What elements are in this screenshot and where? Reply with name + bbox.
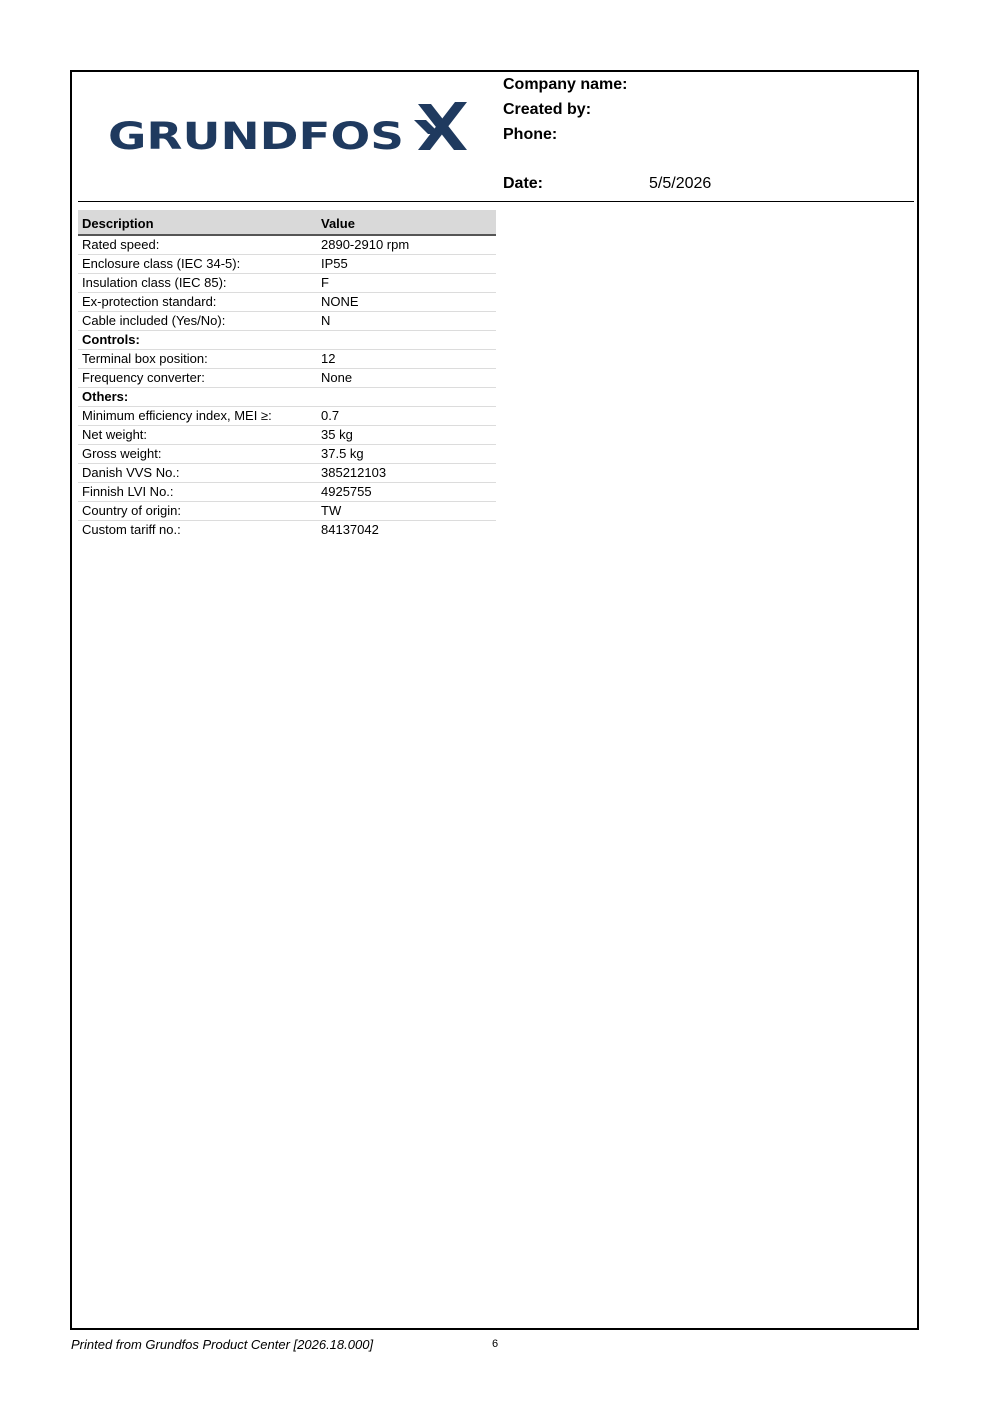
section-heading: Others:: [78, 387, 317, 406]
table-section-row: [78, 330, 496, 349]
row-description: Ex-protection standard:: [78, 292, 317, 311]
table-row: [78, 406, 496, 425]
table-row: [78, 254, 496, 273]
table-row: [78, 235, 496, 254]
row-value: N: [317, 311, 496, 330]
phone-label: Phone:: [503, 126, 558, 143]
created-by-label: Created by:: [503, 101, 592, 118]
row-value: 35 kg: [317, 425, 496, 444]
row-description: Terminal box position:: [78, 349, 317, 368]
row-description: Finnish LVI No.:: [78, 482, 317, 501]
header-divider: [78, 201, 914, 202]
row-description: Minimum efficiency index, MEI ≥:: [78, 406, 317, 425]
row-value: NONE: [317, 292, 496, 311]
date-label: Date:: [503, 175, 544, 192]
row-description: Country of origin:: [78, 501, 317, 520]
row-value: 12: [317, 349, 496, 368]
logo-wordmark: GRUNDFOS: [108, 115, 404, 154]
table-row: [78, 311, 496, 330]
row-description: Rated speed:: [78, 235, 317, 254]
row-value: 4925755: [317, 482, 496, 501]
table-row: [78, 273, 496, 292]
table-row: [78, 520, 496, 539]
date-value: 5/5/2026: [649, 175, 712, 192]
section-heading: Controls:: [78, 330, 317, 349]
footer-printed-from: Printed from Grundfos Product Center [2026.18.000]: [71, 1337, 374, 1352]
row-value: 385212103: [317, 463, 496, 482]
company-name-label: Company name:: [503, 76, 628, 93]
row-value: 37.5 kg: [317, 444, 496, 463]
row-description: Cable included (Yes/No):: [78, 311, 317, 330]
row-value: F: [317, 273, 496, 292]
table-row: [78, 349, 496, 368]
row-description: Net weight:: [78, 425, 317, 444]
table-row: [78, 292, 496, 311]
row-value: [317, 387, 496, 406]
page-number: 6: [492, 1338, 499, 1350]
table-row: [78, 425, 496, 444]
grundfos-logo: [108, 102, 468, 154]
row-value: 0.7: [317, 406, 496, 425]
row-value: IP55: [317, 254, 496, 273]
table-header-row: [78, 210, 496, 235]
row-description: Danish VVS No.:: [78, 463, 317, 482]
column-header-description: Description: [78, 210, 317, 235]
row-description: Enclosure class (IEC 34-5):: [78, 254, 317, 273]
row-value: None: [317, 368, 496, 387]
row-value: 2890-2910 rpm: [317, 235, 496, 254]
row-value: TW: [317, 501, 496, 520]
table-row: [78, 444, 496, 463]
row-description: Insulation class (IEC 85):: [78, 273, 317, 292]
column-header-value: Value: [317, 210, 496, 235]
spec-table-body: [78, 235, 496, 539]
spec-table: [78, 210, 496, 539]
table-row: [78, 482, 496, 501]
row-value: [317, 330, 496, 349]
row-value: 84137042: [321, 522, 379, 538]
table-section-row: [78, 387, 496, 406]
row-description: Custom tariff no.:: [82, 522, 181, 538]
table-row: [78, 463, 496, 482]
row-description: Gross weight:: [78, 444, 317, 463]
row-description: Frequency converter:: [78, 368, 317, 387]
table-row: [78, 501, 496, 520]
table-row: [78, 368, 496, 387]
logo-mark-icon: [414, 102, 467, 150]
